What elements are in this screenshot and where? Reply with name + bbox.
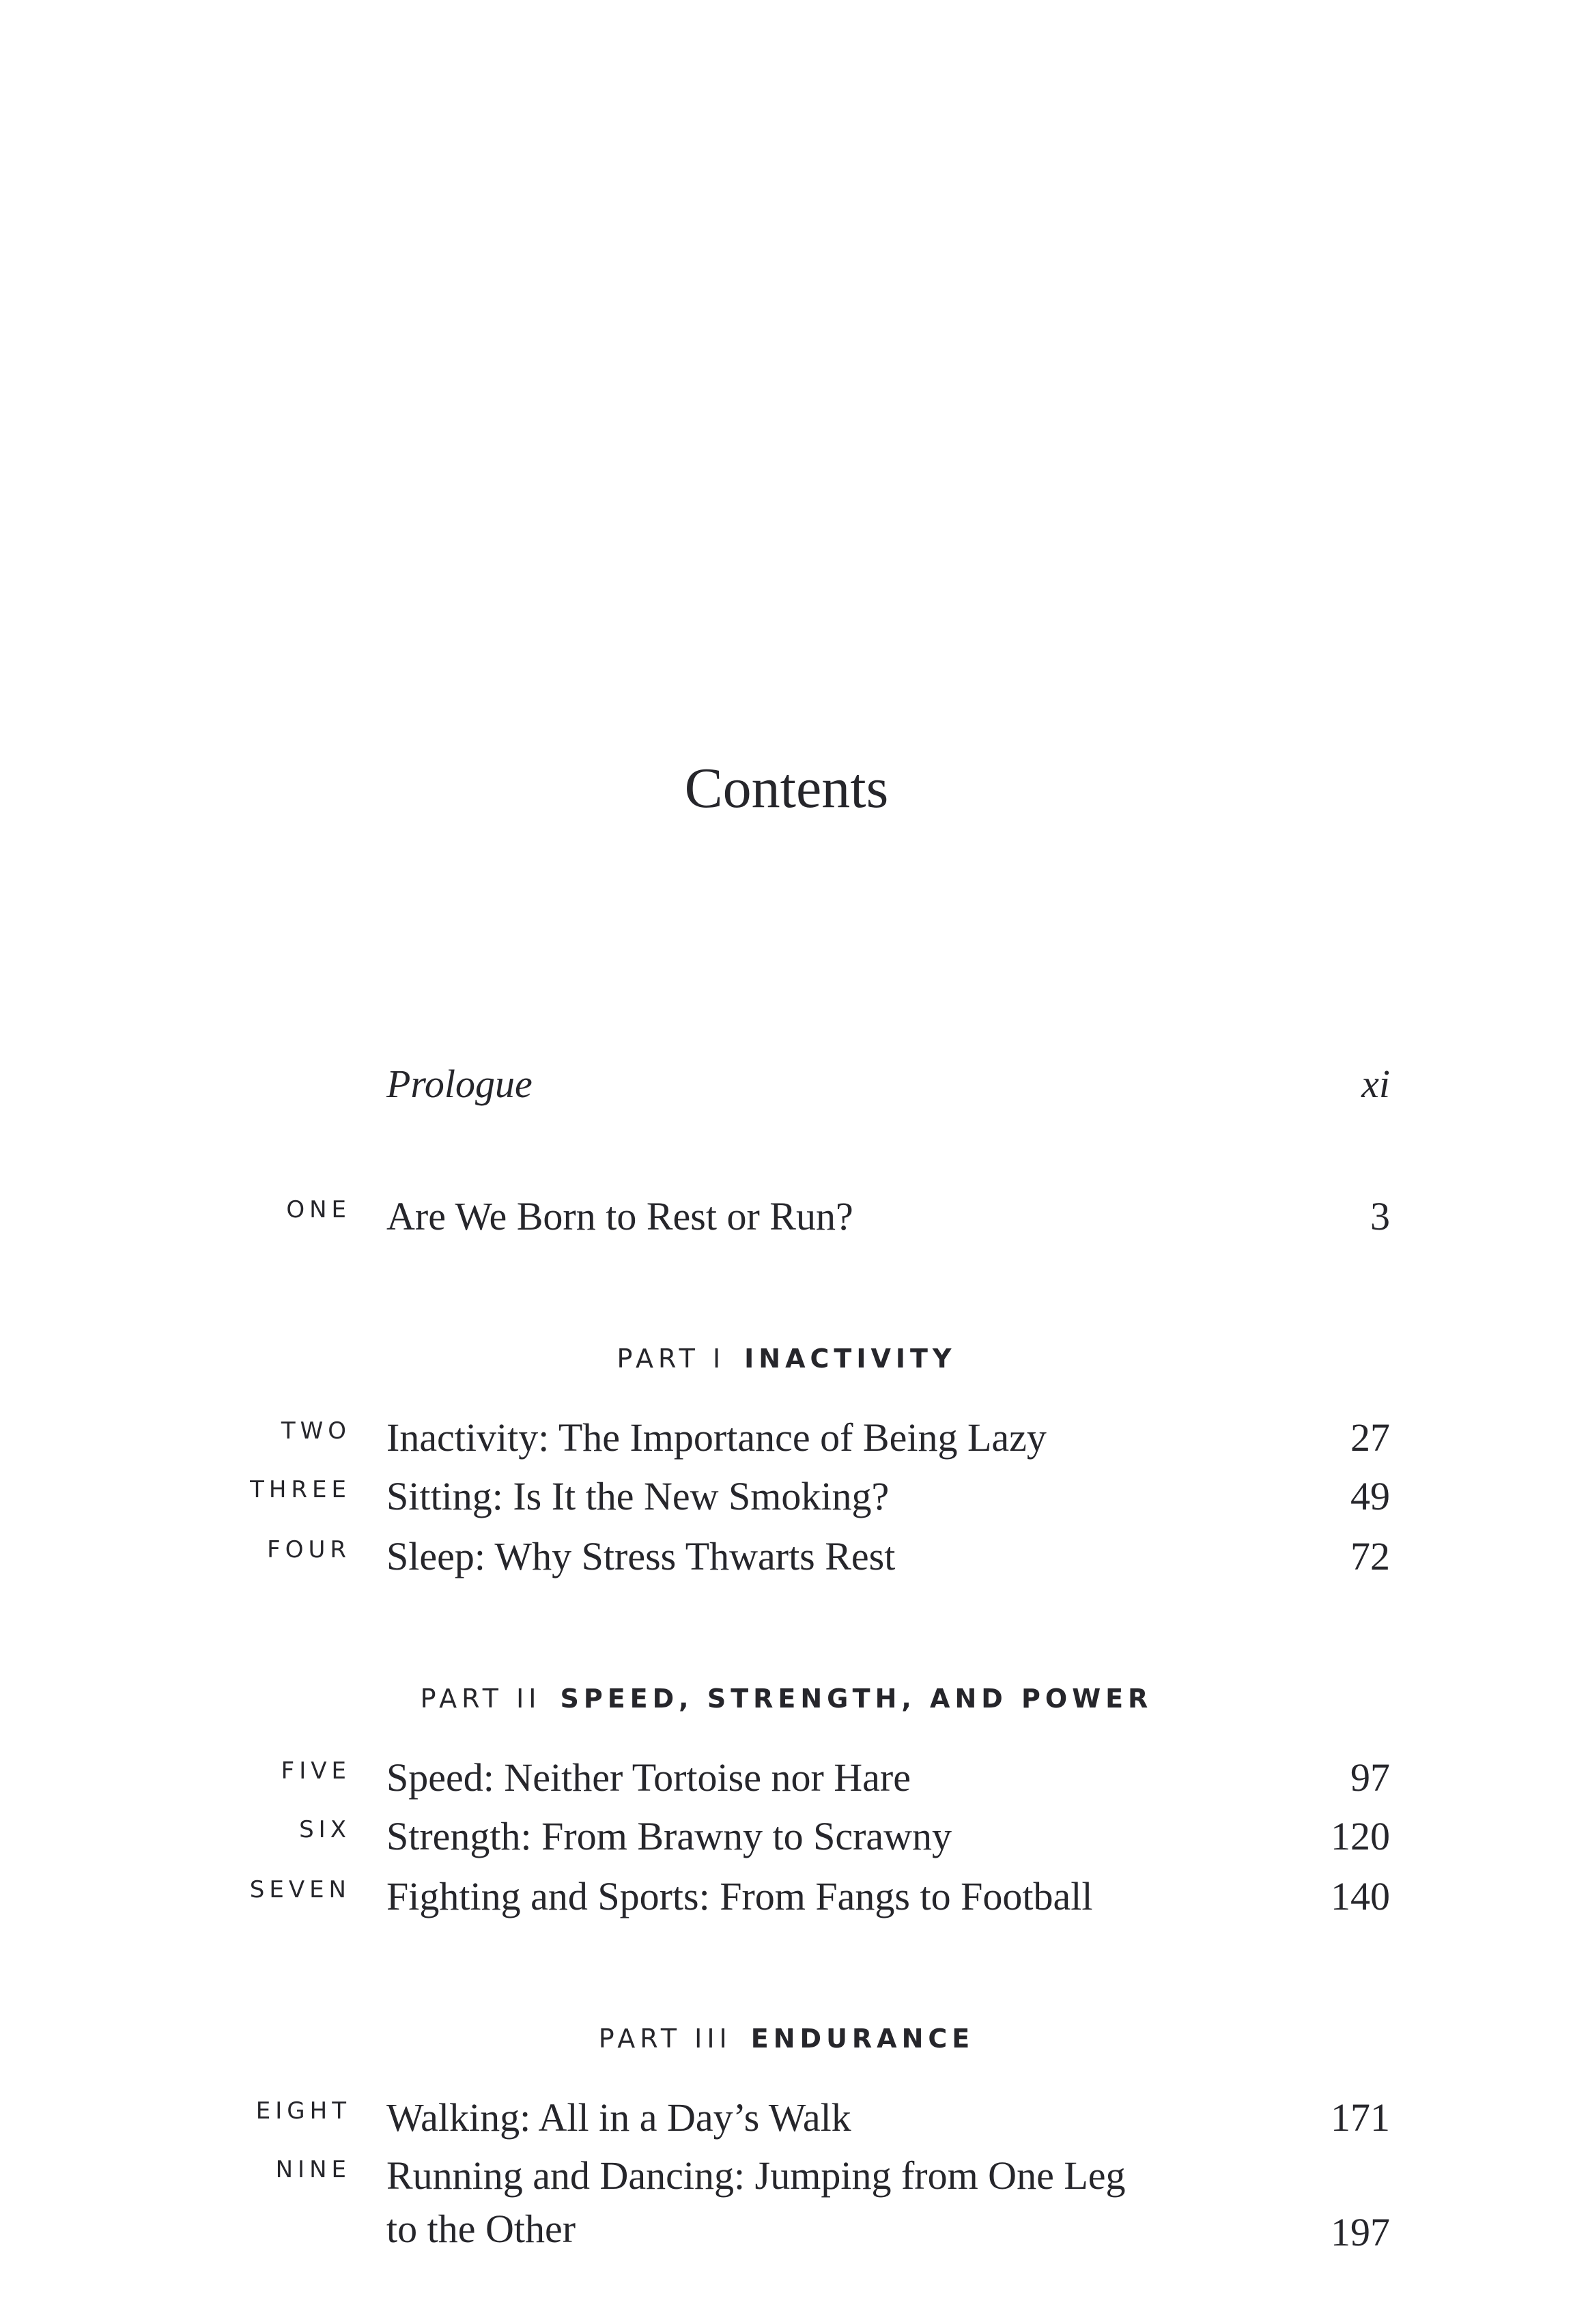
entry-page: xi bbox=[1361, 1062, 1390, 1106]
entry-title-line-2: to the Other bbox=[386, 2207, 576, 2251]
part-name: ENDURANCE bbox=[750, 2024, 975, 2054]
entry-title: Are We Born to Rest or Run? bbox=[386, 1194, 853, 1238]
toc-entry-chapter-one[interactable] bbox=[0, 1189, 1573, 1244]
toc-entry-chapter-seven[interactable] bbox=[0, 1869, 1573, 1924]
entry-title bbox=[386, 2149, 1126, 2256]
chapter-number: ONE bbox=[286, 1196, 351, 1223]
entry-page: 120 bbox=[1331, 1814, 1390, 1858]
entry-page: 72 bbox=[1350, 1534, 1390, 1578]
entry-title: Prologue bbox=[386, 1062, 533, 1106]
toc-entry-chapter-four[interactable] bbox=[0, 1529, 1573, 1584]
entry-page: 197 bbox=[1331, 2210, 1390, 2254]
entry-page: 27 bbox=[1350, 1415, 1390, 1460]
part-name: INACTIVITY bbox=[744, 1344, 956, 1374]
chapter-number: THREE bbox=[250, 1476, 351, 1503]
entry-page: 97 bbox=[1350, 1755, 1390, 1800]
toc-entry-chapter-six[interactable] bbox=[0, 1809, 1573, 1864]
toc-entry-chapter-eight[interactable] bbox=[0, 2091, 1573, 2145]
entry-title: Strength: From Brawny to Scrawny bbox=[386, 1814, 952, 1858]
entry-title: Sitting: Is It the New Smoking? bbox=[386, 1474, 890, 1518]
entry-page: 171 bbox=[1331, 2095, 1390, 2140]
chapter-number: FOUR bbox=[267, 1536, 351, 1563]
part-name: SPEED, STRENGTH, AND POWER bbox=[560, 1684, 1153, 1714]
entry-page: 49 bbox=[1350, 1474, 1390, 1518]
toc-entry-prologue[interactable] bbox=[0, 1057, 1573, 1111]
entry-title: Sleep: Why Stress Thwarts Rest bbox=[386, 1534, 896, 1578]
chapter-number: FIVE bbox=[281, 1757, 351, 1785]
entry-title: Fighting and Sports: From Fangs to Football bbox=[386, 1874, 1093, 1918]
chapter-number: SEVEN bbox=[249, 1876, 351, 1903]
chapter-number: SIX bbox=[299, 1816, 351, 1843]
page-title: Contents bbox=[684, 756, 889, 820]
entry-title: Inactivity: The Importance of Being Lazy bbox=[386, 1415, 1047, 1460]
entry-title: Walking: All in a Day’s Walk bbox=[386, 2095, 851, 2140]
chapter-number: TWO bbox=[281, 1417, 351, 1445]
part-label: PART III bbox=[598, 2024, 732, 2054]
part-label: PART I bbox=[617, 1344, 726, 1374]
chapter-number: EIGHT bbox=[255, 2097, 351, 2125]
chapter-number: NINE bbox=[275, 2156, 351, 2183]
entry-page: 140 bbox=[1331, 1874, 1390, 1918]
part-heading-1 bbox=[0, 1344, 1573, 1374]
toc-entry-chapter-two[interactable] bbox=[0, 1411, 1573, 1465]
entry-page: 3 bbox=[1370, 1194, 1390, 1238]
entry-title: Speed: Neither Tortoise nor Hare bbox=[386, 1755, 911, 1800]
entry-title-line-1: Running and Dancing: Jumping from One Leg bbox=[386, 2153, 1126, 2198]
part-heading-3 bbox=[0, 2024, 1573, 2054]
toc-entry-chapter-nine[interactable] bbox=[0, 2149, 1573, 2258]
toc-entry-chapter-five[interactable] bbox=[0, 1751, 1573, 1805]
toc-entry-chapter-three[interactable] bbox=[0, 1469, 1573, 1524]
part-heading-2 bbox=[0, 1684, 1573, 1714]
part-label: PART II bbox=[420, 1684, 541, 1714]
